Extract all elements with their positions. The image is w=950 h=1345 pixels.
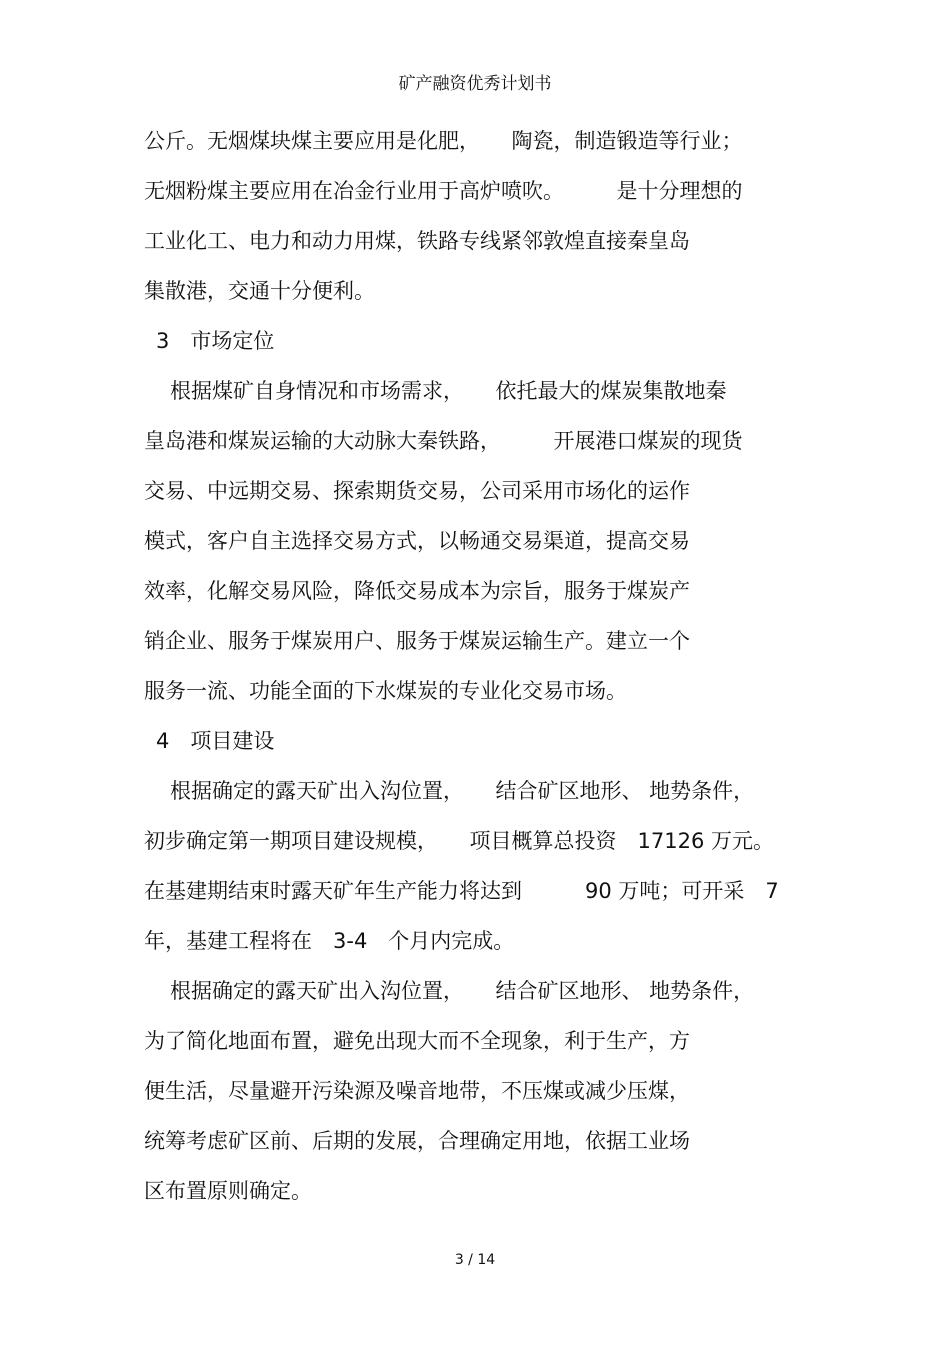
text-line: 统筹考虑矿区前、后期的发展，合理确定用地，依据工业场 [144, 1129, 690, 1153]
text-line: 年，基建工程将在 3-4 个月内完成。 [144, 929, 515, 953]
text-line: 销企业、服务于煤炭用户、服务于煤炭运输生产。建立一个 [144, 629, 690, 653]
page-number: 3 / 14 [454, 1252, 496, 1268]
text-line: 公斤。无烟煤块煤主要应用是化肥， 陶瓷，制造锻造等行业； [144, 129, 743, 153]
text-line: 无烟粉煤主要应用在冶金行业用于高炉喷吹。 是十分理想的 [144, 179, 743, 203]
text-line: 根据确定的露天矿出入沟位置， 结合矿区地形、 地势条件， [170, 979, 755, 1003]
section-heading-project-construction: 4 项目建设 [156, 729, 275, 753]
text-line: 皇岛港和煤炭运输的大动脉大秦铁路， 开展港口煤炭的现货 [144, 429, 743, 453]
text-line: 模式，客户自主选择交易方式，以畅通交易渠道，提高交易 [144, 529, 690, 553]
text-line: 工业化工、电力和动力用煤，铁路专线紧邻敦煌直接秦皇岛 [144, 229, 690, 253]
document-body [144, 123, 824, 1209]
text-line: 便生活，尽量避开污染源及噪音地带，不压煤或减少压煤， [144, 1079, 690, 1103]
text-line: 为了简化地面布置，避免出现大而不全现象，利于生产，方 [144, 1029, 690, 1053]
text-line: 在基建期结束时露天矿年生产能力将达到 90 万吨；可开采 7 [144, 879, 779, 903]
text-line: 初步确定第一期项目建设规模， 项目概算总投资 17126 万元。 [144, 829, 774, 853]
text-line: 根据煤矿自身情况和市场需求， 依托最大的煤炭集散地秦 [170, 379, 727, 403]
text-line: 交易、中远期交易、探索期货交易，公司采用市场化的运作 [144, 479, 690, 503]
text-line: 集散港，交通十分便利。 [144, 279, 375, 303]
text-line: 区布置原则确定。 [144, 1179, 312, 1203]
page-header: 矿产融资优秀计划书 [398, 74, 552, 94]
text-line: 根据确定的露天矿出入沟位置， 结合矿区地形、 地势条件， [170, 779, 755, 803]
text-line: 服务一流、功能全面的下水煤炭的专业化交易市场。 [144, 679, 627, 703]
text-line: 效率，化解交易风险，降低交易成本为宗旨，服务于煤炭产 [144, 579, 690, 603]
section-heading-market-positioning: 3 市场定位 [156, 329, 275, 353]
